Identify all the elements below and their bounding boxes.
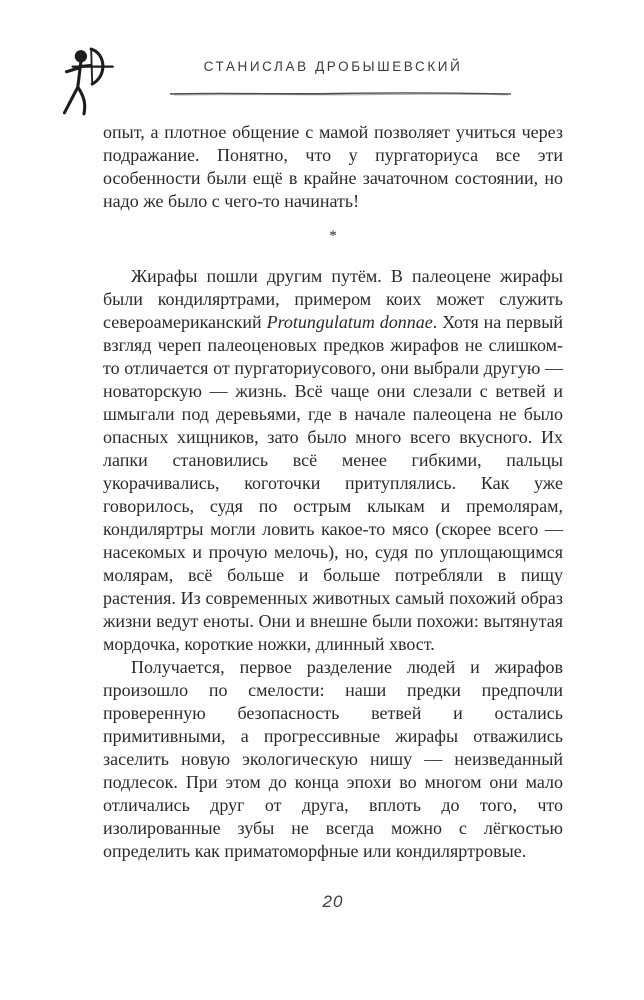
body-text [103,121,563,863]
paragraph-text: . Хотя на первый взгляд череп палеоценовых предков жирафов не слишком-то отличается от пургаториусового, они выбрали другую — новаторскую — жизнь. Всё чаще они слезали с ветвей и шмыгали под деревьями, где в начале палеоцена не было опасных хищников, зато было много всего вкусного. Их лапки становились всё менее гибкими, пальцы укорачивались, коготочки притуплялись. Как уже говорилось, судя по острым клыкам и премолярам, кондиляртры могли ловить какое-то мясо (скорее всего — насекомых и прочую мелочь), но, судя по уплощающимся молярам, всё больше и больше потребляли в пищу растения. Из современных животных самый похожий образ жизни ведут еноты. Они и внешне были похожи: вытянутая мордочка, короткие ножки, длинный хвост. [103,312,563,654]
section-separator-asterisk: * [329,228,337,244]
paragraph-divergence: Получается, первое разделение людей и жирафов произошло по смелости: наши предки предпочли проверенную безопасность ветвей и остались примитивными, а прогрессивные жирафы отважились заселить новую экологическую нишу — неизведанный подлесок. При этом до конца эпохи во многом они мало отличались друг от друга, вплоть до того, что изолированные зубы не всегда можно с лёгкостью определить как приматоморфные или кондиляртровые. [103,657,563,861]
paragraph-continuation: опыт, а плотное общение с мамой позволяет учиться через подражание. Понятно, что у пургаториуса все эти особенности были ещё в крайне зачаточном состоянии, но надо же было с чего-то начинать! [103,122,563,211]
running-head-author: СТАНИСЛАВ ДРОБЫШЕВСКИЙ [203,59,463,74]
paragraph-giraffes [103,265,563,656]
page-number: 20 [322,892,344,911]
species-name-italic: Protungulatum donnae [266,312,433,332]
header-rule [168,85,513,93]
paragraph-text: Жирафы пошли другим путём. В палеоцене жирафы были кондиляртрами, примером коих может служить североамериканский [103,266,563,332]
archer-icon [56,45,114,119]
